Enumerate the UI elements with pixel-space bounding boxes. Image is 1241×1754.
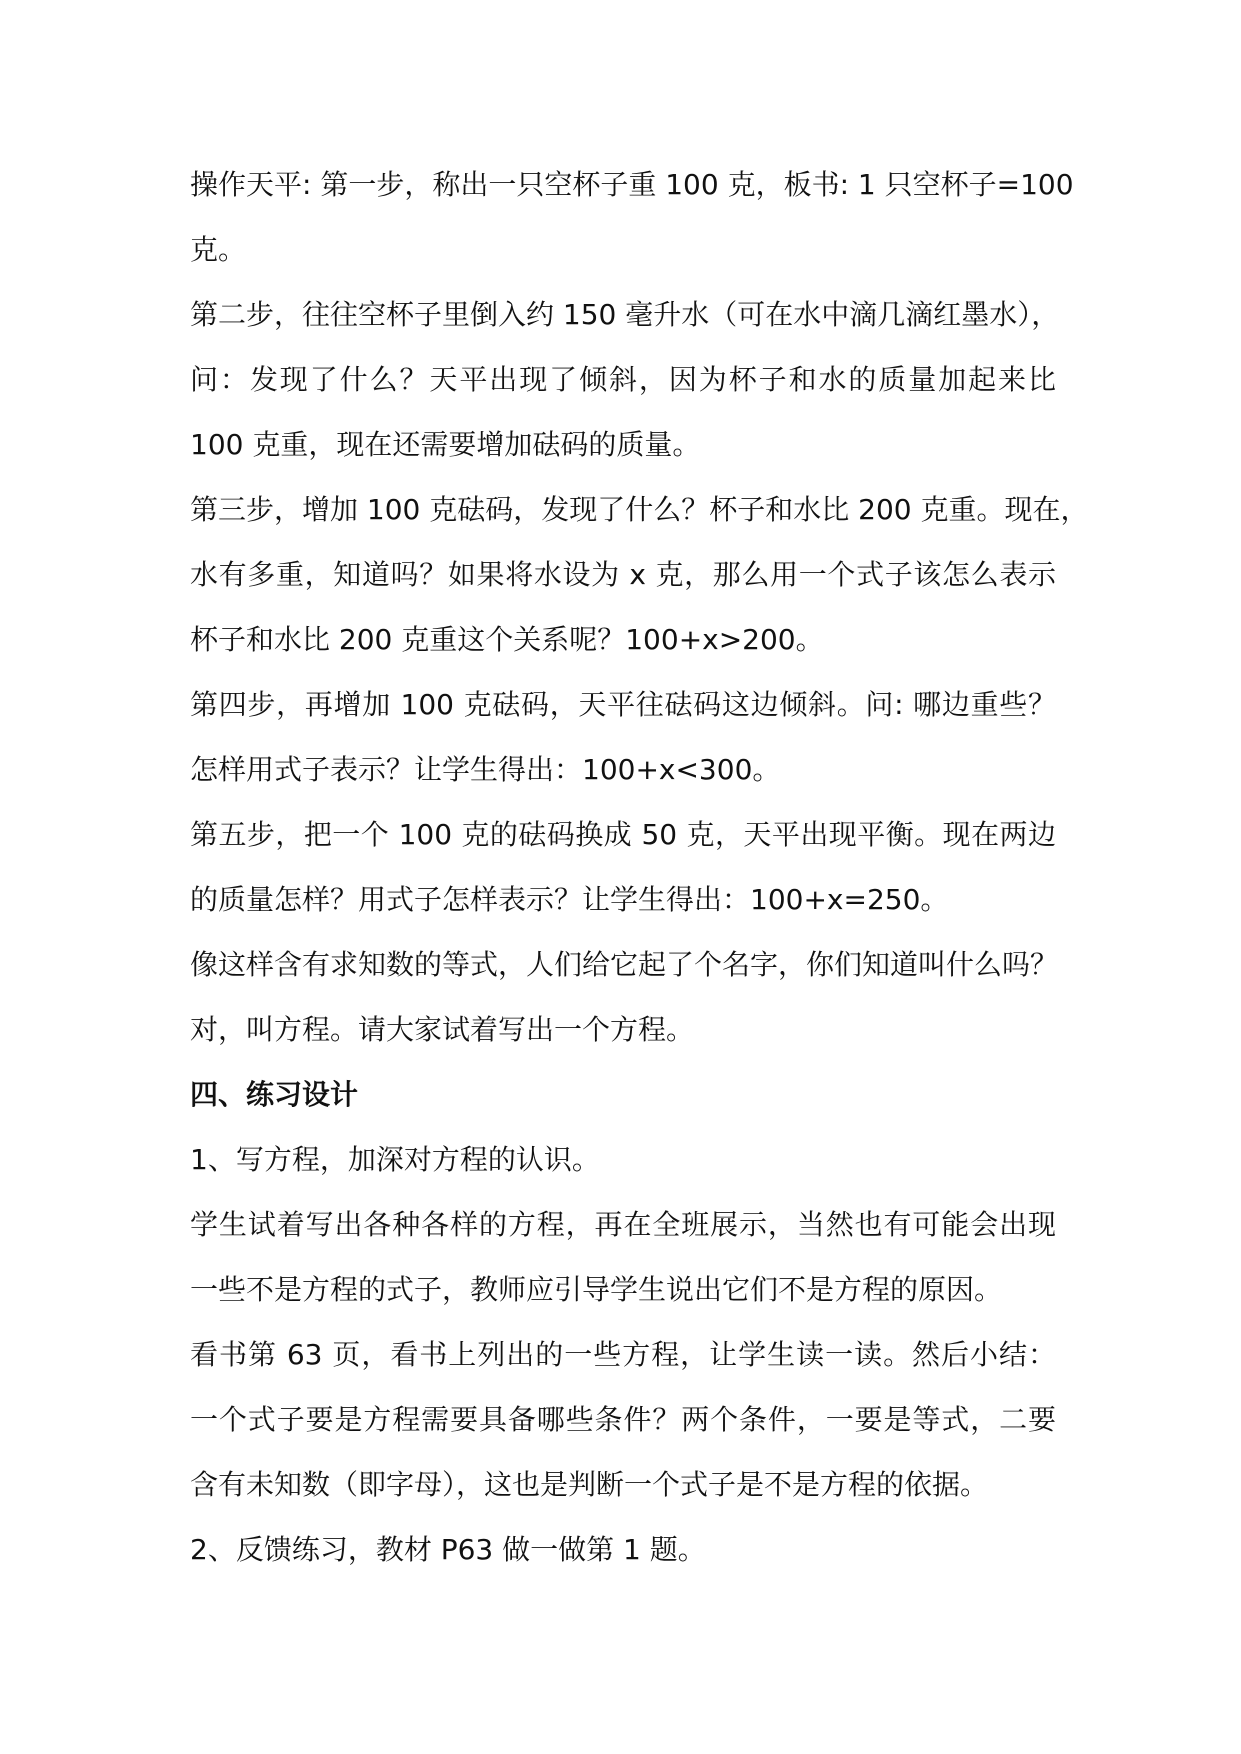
paragraph-line: 水有多重，知道吗？如果将水设为 x 克，那么用一个式子该怎么表示 bbox=[190, 558, 1056, 591]
paragraph-line: 克。 bbox=[190, 233, 247, 266]
section-heading: 四、练习设计 bbox=[190, 1078, 359, 1111]
paragraph-line: 100 克重，现在还需要增加砝码的质量。 bbox=[190, 428, 701, 461]
paragraph-line: 学生试着写出各种各样的方程，再在全班展示，当然也有可能会出现 bbox=[190, 1208, 1056, 1241]
paragraph-line: 怎样用式子表示？让学生得出：100+x<300。 bbox=[190, 753, 781, 786]
paragraph-line: 对，叫方程。请大家试着写出一个方程。 bbox=[190, 1013, 695, 1046]
paragraph-line: 第四步，再增加 100 克砝码，天平往砝码这边倾斜。问: 哪边重些？ bbox=[190, 688, 1056, 721]
paragraph-line: 像这样含有求知数的等式，人们给它起了个名字，你们知道叫什么吗？ bbox=[190, 948, 1059, 981]
paragraph-line: 杯子和水比 200 克重这个关系呢？100+x>200。 bbox=[190, 623, 824, 656]
paragraph-line: 第二步，往往空杯子里倒入约 150 毫升水（可在水中滴几滴红墨水）， bbox=[190, 298, 1060, 331]
paragraph-line: 问：发现了什么？天平出现了倾斜，因为杯子和水的质量加起来比 bbox=[190, 363, 1056, 396]
paragraph-line: 2、反馈练习，教材 P63 做一做第 1 题。 bbox=[190, 1533, 706, 1566]
paragraph-line: 的质量怎样？用式子怎样表示？让学生得出：100+x=250。 bbox=[190, 883, 949, 916]
paragraph-line: 一个式子要是方程需要具备哪些条件？两个条件，一要是等式，二要 bbox=[190, 1403, 1056, 1436]
paragraph-line: 看书第 63 页，看书上列出的一些方程，让学生读一读。然后小结： bbox=[190, 1338, 1056, 1371]
paragraph-line: 第三步，增加 100 克砝码，发现了什么？杯子和水比 200 克重。现在， bbox=[190, 493, 1089, 526]
paragraph-line: 操作天平: 第一步，称出一只空杯子重 100 克，板书: 1 只空杯子=100 bbox=[190, 168, 1074, 201]
paragraph-line: 第五步，把一个 100 克的砝码换成 50 克，天平出现平衡。现在两边 bbox=[190, 818, 1056, 851]
paragraph-line: 1、写方程，加深对方程的认识。 bbox=[190, 1143, 600, 1176]
paragraph-line: 一些不是方程的式子，教师应引导学生说出它们不是方程的原因。 bbox=[190, 1273, 1003, 1306]
paragraph-line: 含有未知数（即字母），这也是判断一个式子是不是方程的依据。 bbox=[190, 1468, 989, 1501]
